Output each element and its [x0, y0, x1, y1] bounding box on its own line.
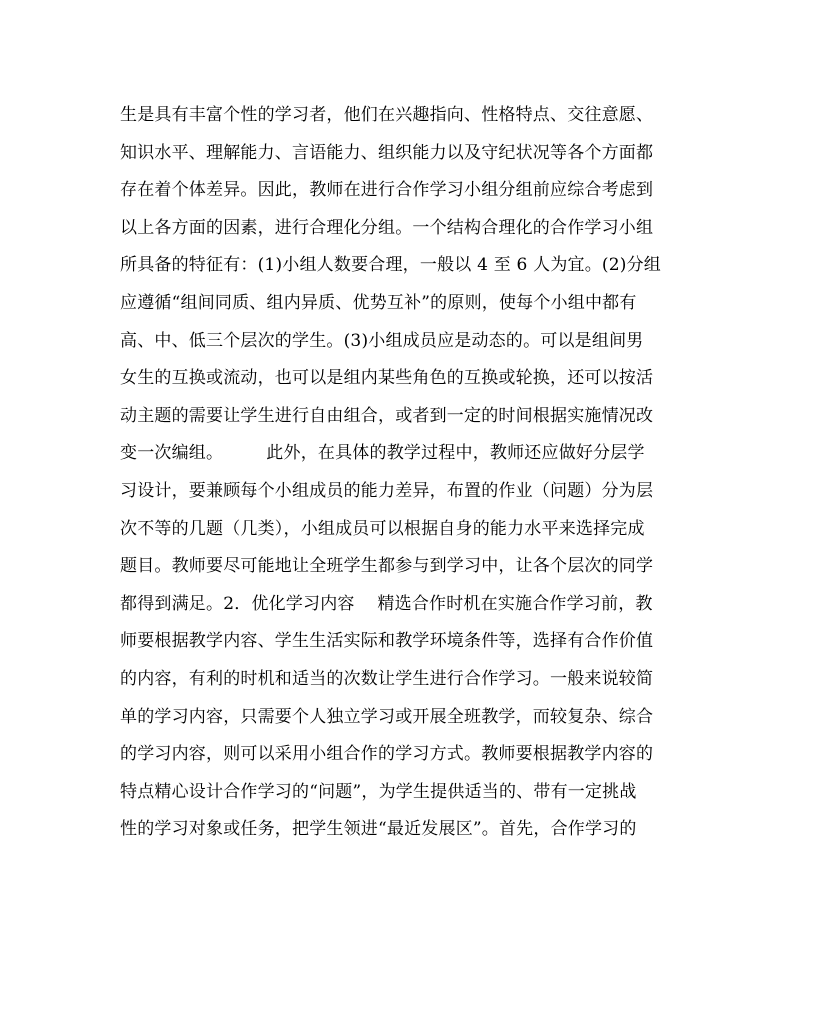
text-line: 女生的互换或流动，也可以是组内某些角色的互换或轮换，还可以按活: [120, 368, 654, 389]
text-line: 的学习内容，则可以采用小组合作的学习方式。教师要根据教学内容的: [120, 744, 654, 765]
text-line: 高、中、低三个层次的学生。(3)小组成员应是动态的。可以是组间男: [120, 330, 644, 351]
text-line: 的内容，有利的时机和适当的次数让学生进行合作学习。一般来说较简: [120, 668, 654, 689]
text-line: 题目。教师要尽可能地让全班学生都参与到学习中，让各个层次的同学: [120, 556, 654, 577]
text-line: 动主题的需要让学生进行自由组合，或者到一定的时间根据实施情况改: [120, 405, 654, 426]
text-line: 师要根据教学内容、学生生活实际和教学环境条件等，选择有合作价值: [120, 631, 654, 652]
text-line: 都得到满足。2．优化学习内容 精选合作时机在实施合作学习前，教: [120, 593, 653, 614]
text-line: 习设计，要兼顾每个小组成员的能力差异，布置的作业（问题）分为层: [120, 480, 654, 501]
body-text: [120, 97, 705, 849]
text-line: 生是具有丰富个性的学习者，他们在兴趣指向、性格特点、交往意愿、: [120, 105, 654, 125]
text-line: 次不等的几题（几类），小组成员可以根据自身的能力水平来选择完成: [120, 518, 645, 539]
text-line: 知识水平、理解能力、言语能力、组织能力以及守纪状况等各个方面都: [120, 142, 654, 163]
text-line: 性的学习对象或任务，把学生领进“最近发展区”。首先，合作学习的: [120, 819, 637, 840]
text-line: 所具备的特征有：(1)小组人数要合理，一般以 4 至 6 人为宜。(2)分组: [120, 255, 662, 276]
text-line: 以上各方面的因素，进行合理化分组。一个结构合理化的合作学习小组: [120, 217, 654, 238]
text-line: 变一次编组。 此外，在具体的教学过程中，教师还应做好分层学: [120, 443, 645, 464]
text-line: 应遵循“组间同质、组内异质、优势互补”的原则，使每个小组中都有: [120, 292, 637, 313]
text-line: 单的学习内容，只需要个人独立学习或开展全班教学，而较复杂、综合: [120, 706, 654, 727]
text-line: 存在着个体差异。因此，教师在进行合作学习小组分组前应综合考虑到: [120, 180, 654, 201]
text-line: 特点精心设计合作学习的“问题”，为学生提供适当的、带有一定挑战: [120, 781, 637, 802]
